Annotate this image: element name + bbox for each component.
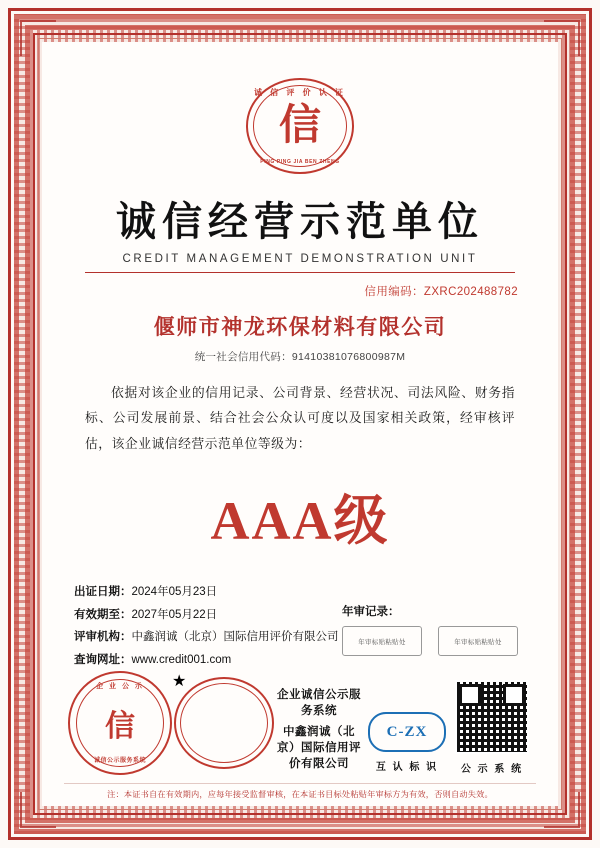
qr-caption: 公 示 系 统 xyxy=(460,764,524,775)
assessor-label: 评审机构： xyxy=(74,631,132,644)
mutual-recognition-caption: 互 认 标 识 xyxy=(375,762,439,773)
certificate-number: 信用编码：ZXRC202488782 xyxy=(364,285,518,298)
valid-until-row xyxy=(74,604,339,626)
credit-emblem-icon xyxy=(246,78,354,174)
emblem-arc-bottom-text: PING PING JIA BEN ZHENG xyxy=(260,158,340,165)
organization-line-1: 企业诚信公示服务系统 xyxy=(277,689,361,717)
issue-date-value: 2024年05月23日 xyxy=(131,586,218,599)
annual-stamp-box-2: 年审标贴粘贴处 xyxy=(438,626,518,656)
company-name: 偃师市神龙环保材料有限公司 xyxy=(153,314,447,339)
oval-seal-inner xyxy=(180,683,268,763)
emblem-center-character: 信 xyxy=(278,102,322,149)
mutual-recognition-badge-icon: C-ZX xyxy=(368,712,446,752)
website-label: 查询网址： xyxy=(74,653,132,666)
annual-review-section xyxy=(342,581,536,656)
annual-review-label: 年审记录： xyxy=(342,606,400,619)
organization-line-2: 中鑫润诚（北京）国际信用评价有限公司 xyxy=(277,726,361,770)
certificate-footer xyxy=(64,671,536,806)
page-title-english: CREDIT MANAGEMENT DEMONSTRATION UNIT xyxy=(122,252,478,265)
footer-row xyxy=(64,671,536,775)
valid-until-label: 有效期至： xyxy=(74,608,132,621)
website-row xyxy=(74,649,339,671)
annual-stamp-box-1: 年审标贴粘贴处 xyxy=(342,626,422,656)
public-seal-icon xyxy=(68,671,172,775)
assessor-value: 中鑫润诚（北京）国际信用评价有限公司 xyxy=(131,631,339,644)
details-left-column xyxy=(64,581,339,671)
title-divider xyxy=(85,272,515,273)
mutual-recognition-section xyxy=(362,712,452,775)
valid-until-value: 2027年05月22日 xyxy=(131,608,218,621)
grade-level: AAA级 xyxy=(210,491,390,552)
company-oval-seal-icon xyxy=(172,671,276,775)
issue-date-label: 出证日期： xyxy=(74,586,132,599)
emblem-arc-top-text: 诚 信 评 价 认 证 xyxy=(253,88,347,97)
certificate-content xyxy=(42,42,558,806)
annual-stamp-boxes xyxy=(342,626,518,656)
seal-center-character: 信 xyxy=(105,710,135,743)
seal-bottom-text: 诚信公示服务系统 xyxy=(93,758,146,764)
company-credit-code: 统一社会信用代码：91410381076800987M xyxy=(194,350,406,363)
website-value[interactable]: www.credit001.com xyxy=(131,653,232,666)
seal-star-icon: ★ xyxy=(172,673,187,690)
qr-section xyxy=(452,680,532,775)
organization-names xyxy=(276,686,362,775)
assessor-row xyxy=(74,626,339,648)
issue-date-row xyxy=(74,581,339,603)
certificate-body-text: 依据对该企业的信用记录、公司背景、经营状况、司法风险、财务指标、公司发展前景、结合社会公众认可度以及国家相关政策，经审核评估，该企业诚信经营示范单位等级为： xyxy=(85,384,515,451)
seal-top-text: 企 业 公 示 xyxy=(96,683,144,690)
qr-code-icon[interactable] xyxy=(455,680,529,754)
footer-note: 注：本证书自在有效期内，应每年接受监督审核，在本证书目标处粘贴年审标方为有效，否则自动失效。 xyxy=(64,783,536,800)
details-section xyxy=(64,581,536,671)
page-title: 诚信经营示范单位 xyxy=(116,198,484,244)
